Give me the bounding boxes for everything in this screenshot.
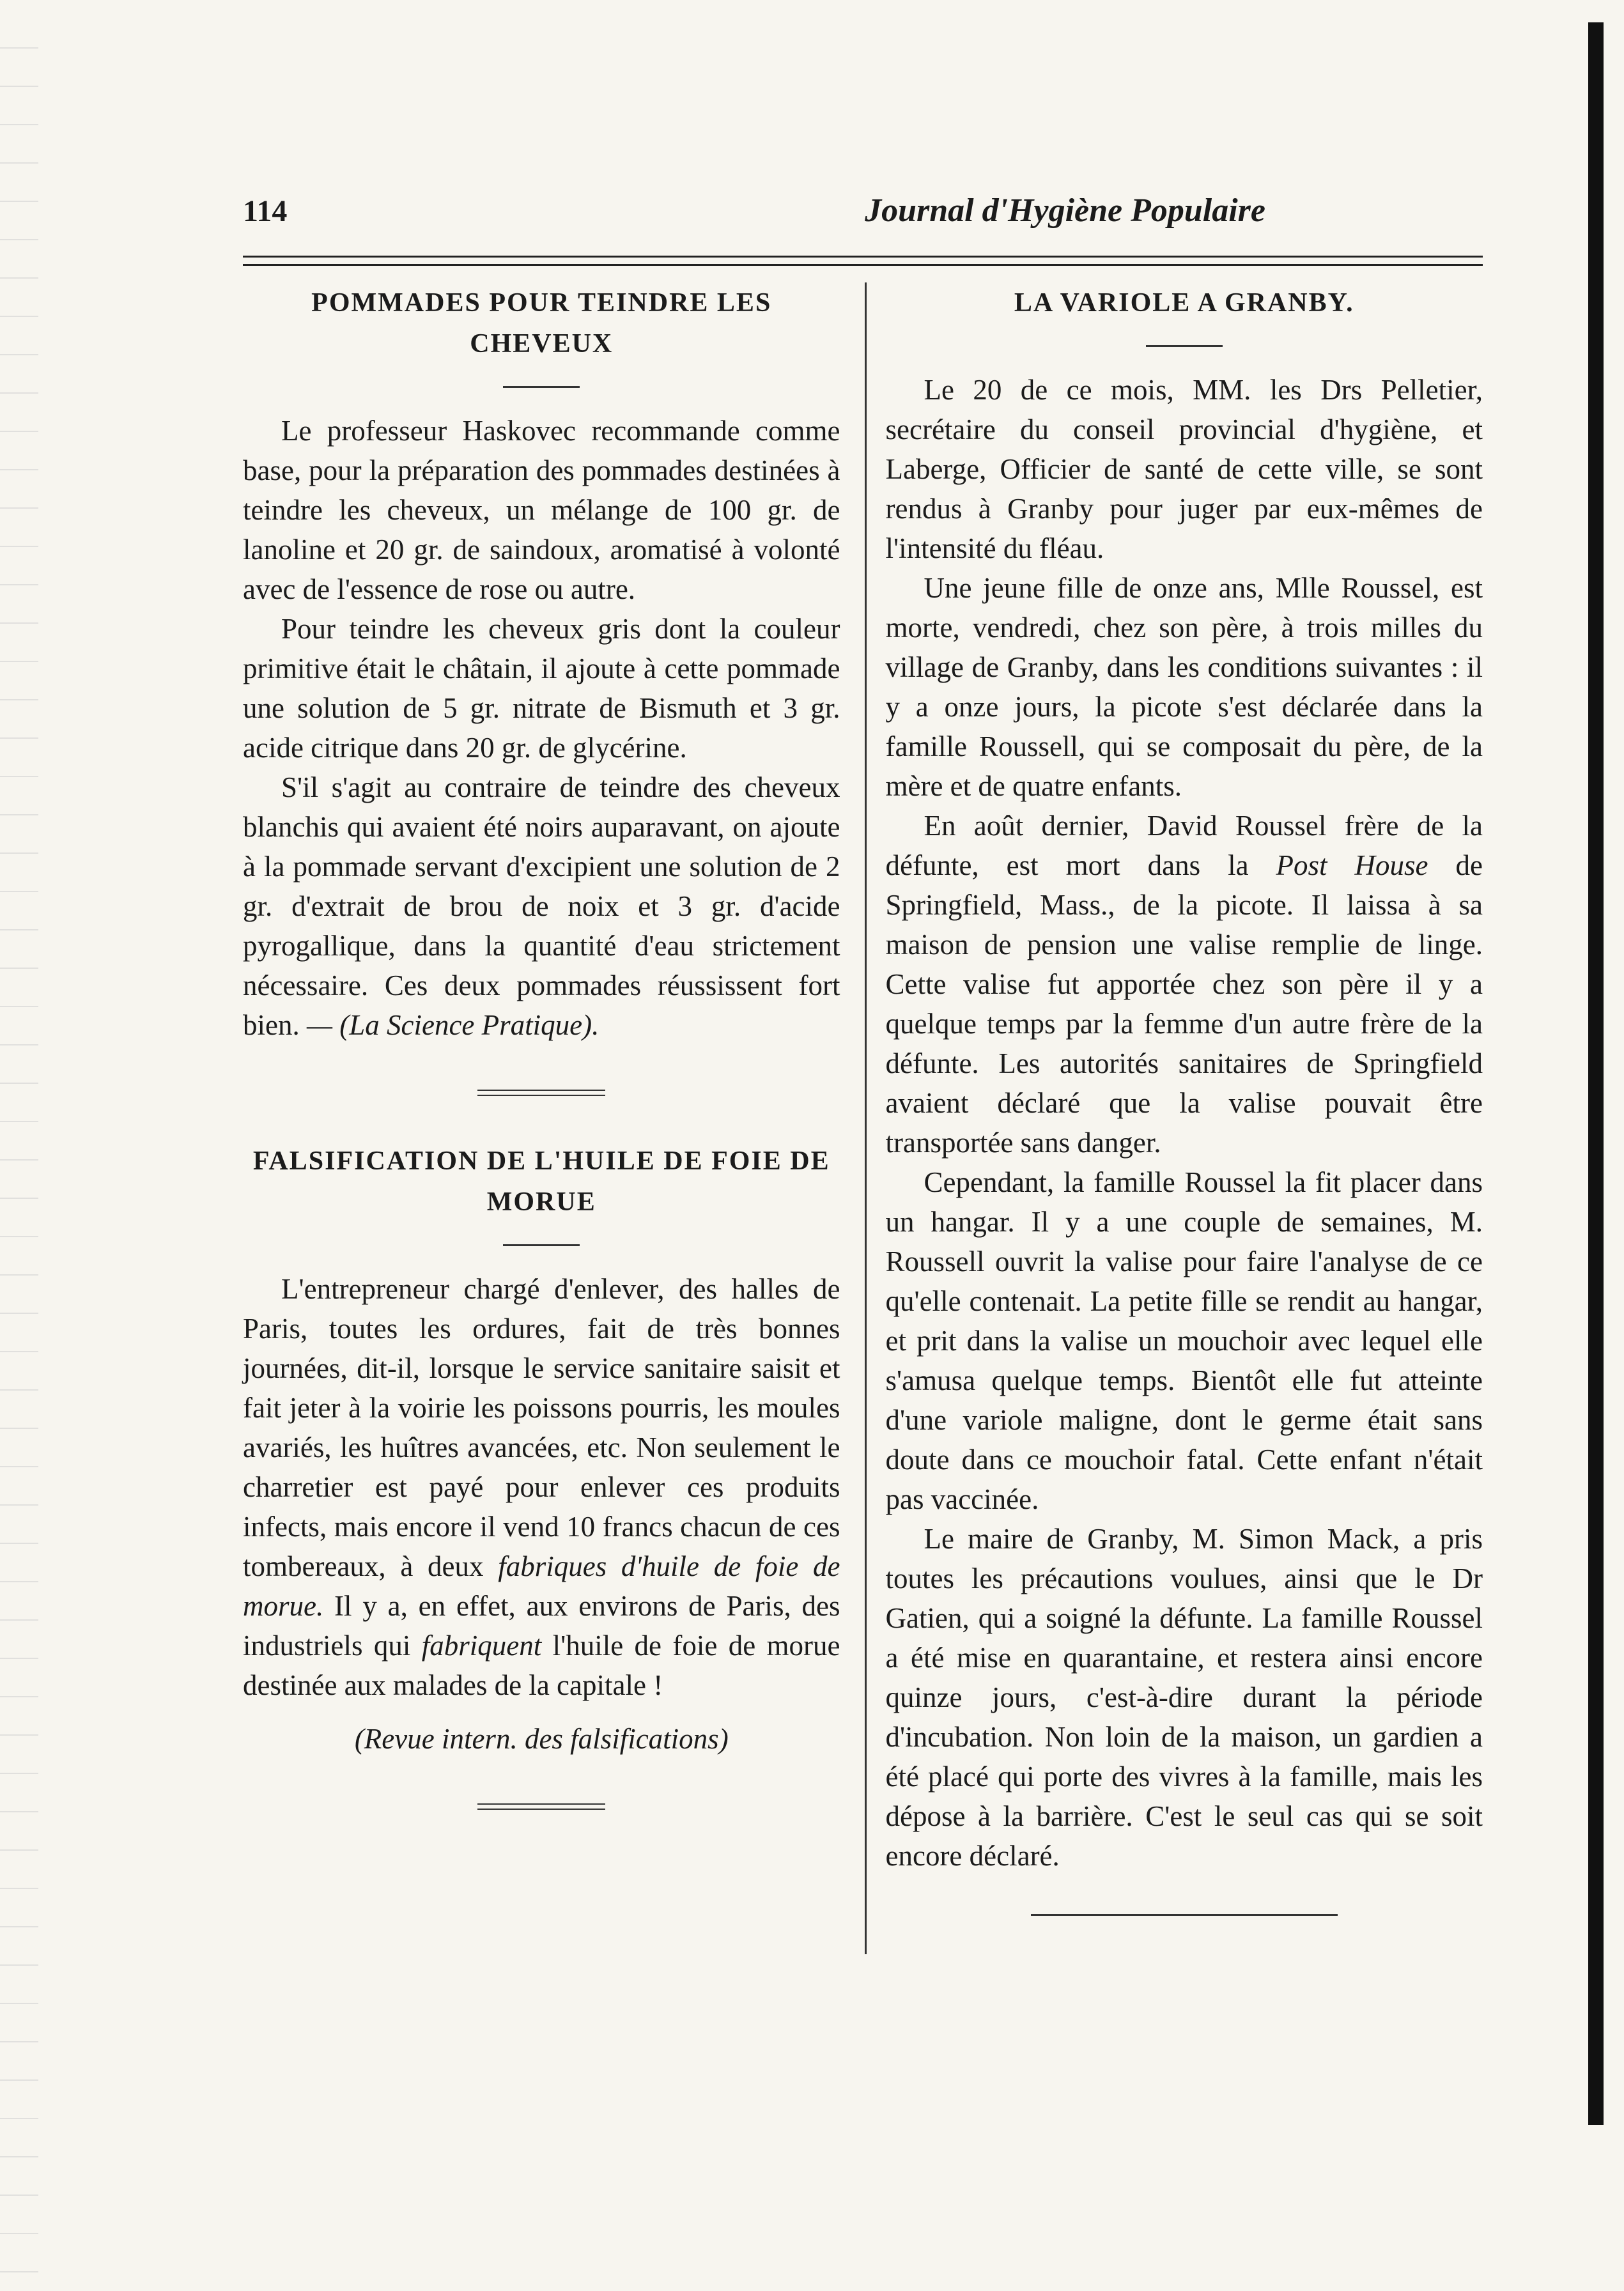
- scan-edge-right: [1588, 22, 1604, 2125]
- source-citation: (Revue intern. des falsifications): [354, 1723, 729, 1755]
- paragraph: Le professeur Haskovec recommande comme base, pour la préparation des pommades destinées à teindre les cheveux, un mélange de 100 gr. de lanoline et 20 gr. de saindoux, aromatisé à volonté avec de l'essence de rose ou autre.: [243, 415, 840, 605]
- paragraph: [886, 806, 1483, 1162]
- paragraph: Le maire de Granby, M. Simon Mack, a pris toutes les précautions voulues, ainsi que le Dr Gatien, qui a soigné la défunte. La famille Roussel a été mise en quarantaine, et restera ainsi encore quinze jours, c'est-à-dire durant la période d'incubation. Non loin de la maison, un gardien a été placé qui porte des vivres à la famille, mais les dépose à la barrière. C'est le seul cas qui se soit encore déclaré.: [885, 1523, 1483, 1872]
- emphasis: fabriques d'huile de foie de morue.: [243, 1550, 840, 1622]
- right-column: [865, 282, 1483, 1954]
- left-column: [243, 282, 865, 1954]
- paragraph: Cependant, la famille Roussel la fit placer dans un hangar. Il y a une couple de semaines, M. Roussell ouvrit la valise pour faire l'analyse de ce qu'elle contenait. La petite fille se rendit au hangar, et prit dans la valise un mouchoir avec lequel elle s'amusa quelque temps. Bientôt elle fut atteinte d'une variole maligne, dont le germe était sans doute dans ce mouchoir fatal. Cette enfant n'était pas vaccinée.: [885, 1166, 1483, 1515]
- header-rule: [243, 256, 1483, 266]
- paragraph: Pour teindre les cheveux gris dont la couleur primitive était le châtain, il ajoute à cette pommade une solution de 5 gr. nitrate de Bismuth et 3 gr. acide citrique dans 20 gr. de glycérine.: [243, 613, 840, 764]
- section-divider: [477, 1803, 605, 1810]
- title-rule: [503, 1244, 580, 1246]
- article-title: FALSIFICATION DE L'HUILE DE FOIE DE MORUE: [252, 1146, 830, 1217]
- source-citation: — (La Science Pratique).: [306, 1009, 599, 1041]
- paragraph-text: Il y a, en effet, aux environs de Paris, des industriels qui: [243, 1590, 840, 1662]
- paragraph-text: l'huile de foie de morue destinée aux malades de la capitale !: [243, 1630, 840, 1701]
- article-title: POMMADES POUR TEINDRE LES CHEVEUX: [311, 288, 772, 359]
- paragraph: Le 20 de ce mois, MM. les Drs Pelletier, secrétaire du conseil provincial d'hygiène, et Laberge, Officier de santé de cette ville, se sont rendus à Granby pour juger par eux-mêmes de l'intensité du fléau.: [885, 374, 1483, 564]
- title-rule: [503, 386, 580, 388]
- section-divider: [1031, 1914, 1338, 1916]
- paragraph-text: de Springfield, Mass., de la picote. Il laissa à sa maison de pension une valise remplie de linge. Cette valise fut apportée chez son père il y a quelque temps par la femme d'un autre frère de la défunte. Les autorités sanitaires de Springfield avaient déclaré que la valise pouvait être transportée sans danger.: [885, 849, 1483, 1159]
- emphasis: fabriquent: [421, 1630, 542, 1662]
- paragraph: [243, 1269, 840, 1705]
- scan-edge-left: [0, 38, 38, 2275]
- paragraph-text: L'entrepreneur chargé d'enlever, des halles de Paris, toutes les ordures, fait de très bonnes journées, dit-il, lorsque le service sanitaire saisit et fait jeter à la voirie les poissons pourris, les moules avariés, les huîtres avancées, etc. Non seulement le charretier est payé pour enlever ces produits infects, mais encore il vend 10 francs chacun de ces tombereaux, à deux: [243, 1273, 840, 1582]
- columns: [243, 282, 1483, 1954]
- page-header: [243, 192, 1483, 249]
- page-number: 114: [243, 194, 288, 228]
- paragraph: Une jeune fille de onze ans, Mlle Roussel, est morte, vendredi, chez son père, à trois milles du village de Granby, dans les conditions suivantes : il y a onze jours, la picote s'est déclarée dans la famille Roussell, qui se composait du père, de la mère et de quatre enfants.: [885, 572, 1483, 802]
- paragraph: [243, 768, 840, 1045]
- journal-title: Journal d'Hygiène Populaire: [865, 192, 1265, 229]
- page: [243, 192, 1483, 2173]
- paragraph-text: S'il s'agit au contraire de teindre des cheveux blanchis qui avaient été noirs auparavant, on ajoute à la pommade servant d'excipient une solution de 2 gr. d'extrait de brou de noix et 3 gr. d'acide pyrogallique, dans la quantité d'eau strictement nécessaire. Ces deux pommades réussissent fort bien.: [243, 771, 840, 1041]
- article-title: LA VARIOLE A GRANBY.: [1014, 288, 1354, 318]
- section-divider: [477, 1090, 605, 1096]
- paragraph-text: En août dernier, David Roussel frère de la défunte, est mort dans la: [885, 810, 1483, 881]
- title-rule: [1146, 345, 1223, 347]
- emphasis: Post House: [1276, 849, 1428, 881]
